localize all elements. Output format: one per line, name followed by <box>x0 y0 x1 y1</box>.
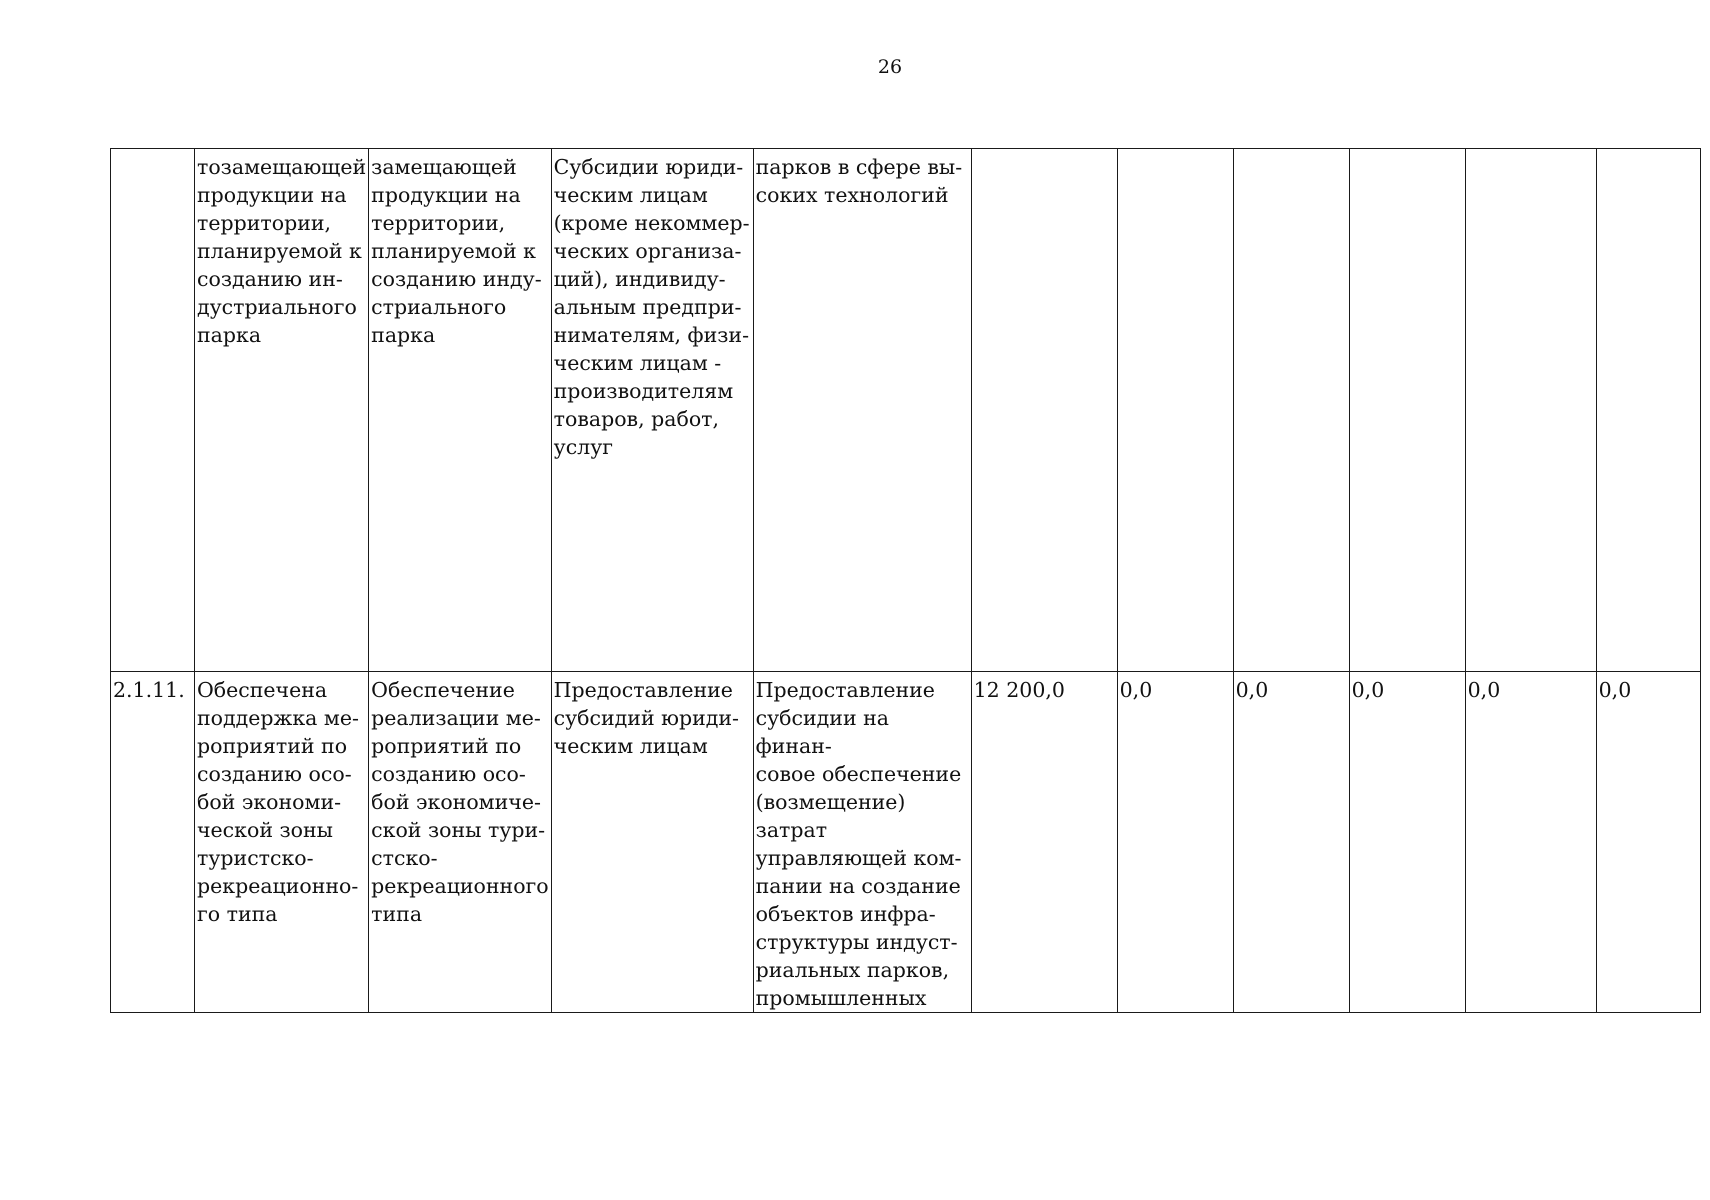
cell-value: 0,0 <box>1117 672 1233 1013</box>
cell-value <box>971 149 1117 672</box>
cell-value: 0,0 <box>1349 672 1465 1013</box>
cell-value <box>1596 149 1700 672</box>
cell-description: парков в сфере вы- соких технологий <box>753 149 971 672</box>
budget-table <box>110 148 1701 1013</box>
cell-number <box>111 149 195 672</box>
cell-value <box>1349 149 1465 672</box>
cell-value <box>1233 149 1349 672</box>
cell-value <box>1465 149 1596 672</box>
cell-mechanism: Субсидии юриди- ческим лицам (кроме некоммер- ческих организа- ций), индивиду- альным предпри- нимателям, физи- ческим лицам - производителям товаров, работ, услуг <box>551 149 753 672</box>
cell-value: 0,0 <box>1465 672 1596 1013</box>
table-row <box>111 149 1701 672</box>
table-row <box>111 672 1701 1013</box>
cell-value: 0,0 <box>1233 672 1349 1013</box>
page-number: 26 <box>877 56 903 78</box>
cell-mechanism: Предоставление субсидий юриди- ческим лицам <box>551 672 753 1013</box>
cell-measure: Обеспечение реализации ме- роприятий по созданию осо- бой экономиче- ской зоны тури- стско- рекреационного типа <box>369 672 551 1013</box>
cell-result: Обеспечена поддержка ме- роприятий по созданию осо- бой экономи- ческой зоны туристско- рекреационно- го типа <box>195 672 369 1013</box>
cell-measure: замещающей продукции на территории, планируемой к созданию инду- стриального парка <box>369 149 551 672</box>
cell-number: 2.1.11. <box>111 672 195 1013</box>
cell-result: тозамещающей продукции на территории, планируемой к созданию ин- дустриального парка <box>195 149 369 672</box>
cell-description: Предоставление субсидии на финан- совое обеспечение (возмещение) затрат управляющей ком- пании на создание объектов инфра- структуры индуст- риальных парков, промышленных <box>753 672 971 1013</box>
cell-value <box>1117 149 1233 672</box>
cell-value: 12 200,0 <box>971 672 1117 1013</box>
cell-value: 0,0 <box>1596 672 1700 1013</box>
